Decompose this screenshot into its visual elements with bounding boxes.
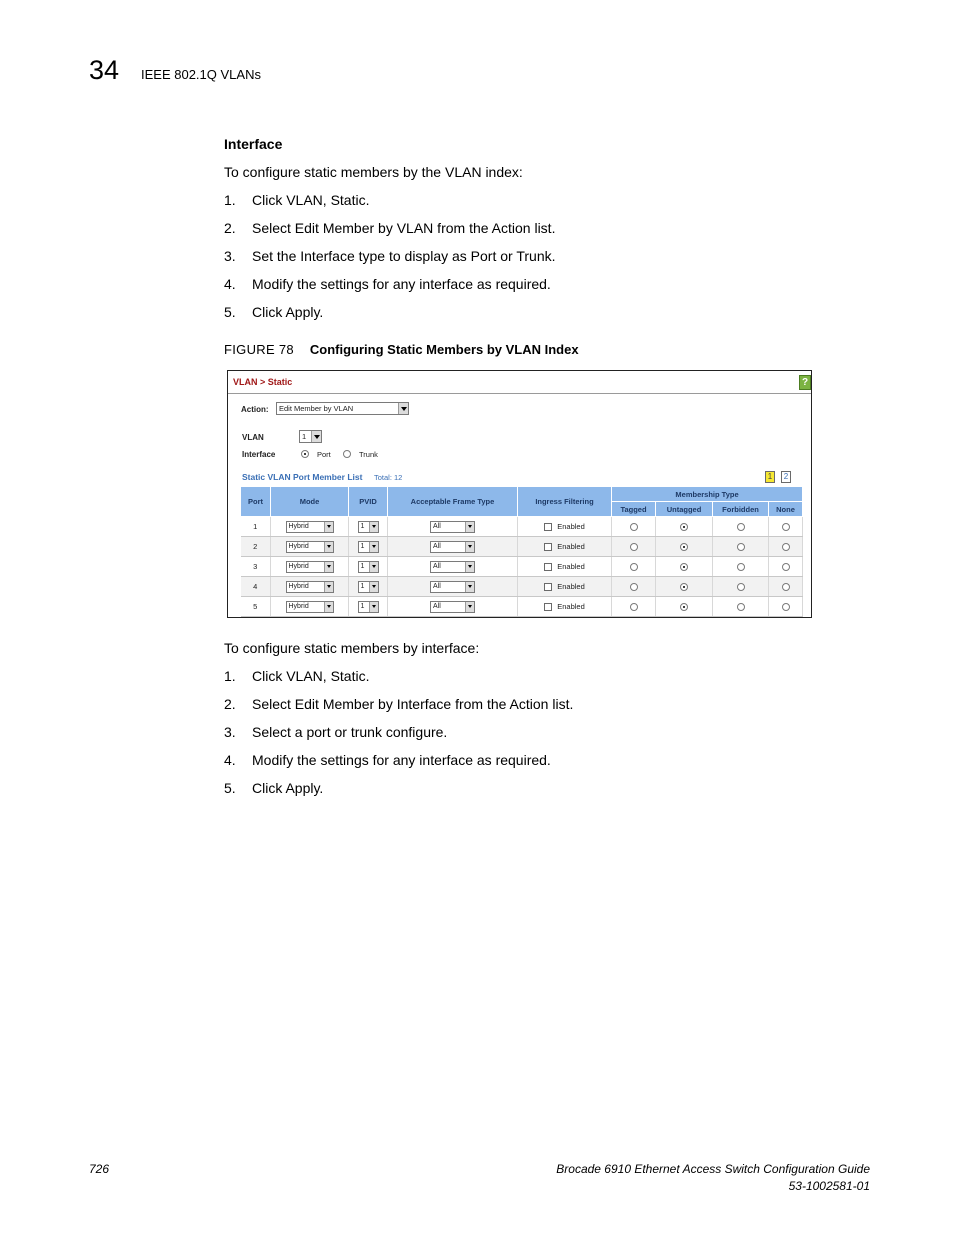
interface-label: Interface [242,450,276,459]
divider [228,393,811,394]
figure-caption [224,342,579,357]
step-number: 4. [224,276,236,292]
col-header-pvid: PVID [349,487,388,517]
pvid-select[interactable] [358,601,379,613]
mode-value: Hybrid [288,562,309,570]
pvid-value: 1 [360,602,365,610]
frame-type-select[interactable] [430,541,475,553]
step-number: 5. [224,780,236,796]
mode-value: Hybrid [288,602,309,610]
pvid-value: 1 [360,522,365,530]
chevron-down-icon [311,431,321,442]
step-text: Set the Interface type to display as Port or Trunk. [252,248,556,264]
action-select-value: Edit Member by VLAN [279,404,354,413]
mode-select[interactable] [286,561,334,573]
interface-port-label: Port [317,450,331,459]
ingress-label: Enabled [557,541,585,551]
vlan-select[interactable] [299,430,322,443]
screenshot-figure [227,370,812,618]
vlan-select-value: 1 [302,432,307,441]
interface-trunk-radio[interactable] [343,450,351,458]
ingress-checkbox[interactable] [544,603,552,611]
step-number: 3. [224,248,236,264]
step-text: Click VLAN, Static. [252,192,370,208]
table-row [241,537,803,557]
step-text: Click VLAN, Static. [252,668,370,684]
none-radio[interactable] [782,543,790,551]
chevron-down-icon [324,542,333,552]
col-header-none: None [769,502,803,517]
step-text: Click Apply. [252,780,324,796]
col-header-tagged: Tagged [612,502,656,517]
chevron-down-icon [398,403,408,414]
chevron-down-icon [324,522,333,532]
mode-value: Hybrid [288,582,309,590]
none-radio[interactable] [782,583,790,591]
tagged-radio[interactable] [630,603,638,611]
forbidden-radio[interactable] [737,523,745,531]
untagged-radio[interactable] [680,543,688,551]
frame-type-select[interactable] [430,601,475,613]
col-header-membership: Membership Type [612,487,803,502]
chevron-down-icon [324,562,333,572]
step-text: Click Apply. [252,304,324,320]
section-heading: Interface [224,136,283,152]
vlan-label: VLAN [242,433,264,442]
port-cell: 5 [241,597,271,617]
col-header-forbidden: Forbidden [713,502,769,517]
forbidden-radio[interactable] [737,543,745,551]
step-number: 5. [224,304,236,320]
frame-type-value: All [433,522,441,530]
chevron-down-icon [369,542,378,552]
frame-type-select[interactable] [430,561,475,573]
pvid-value: 1 [360,542,365,550]
chevron-down-icon [369,522,378,532]
port-cell: 4 [241,577,271,597]
port-cell: 3 [241,557,271,577]
step-number: 2. [224,696,236,712]
mode-value: Hybrid [288,542,309,550]
frame-type-value: All [433,602,441,610]
chevron-down-icon [324,602,333,612]
pvid-value: 1 [360,582,365,590]
page-1-button[interactable]: 1 [765,471,775,483]
figure-label: FIGURE 78 [224,342,294,357]
step-number: 1. [224,668,236,684]
col-header-untagged: Untagged [656,502,713,517]
ingress-checkbox[interactable] [544,523,552,531]
ingress-checkbox[interactable] [544,583,552,591]
step-text: Modify the settings for any interface as required. [252,276,551,292]
step-number: 4. [224,752,236,768]
port-cell: 1 [241,517,271,537]
pvid-select[interactable] [358,521,379,533]
untagged-radio[interactable] [680,603,688,611]
step-text: Select Edit Member by VLAN from the Action list. [252,220,556,236]
tagged-radio[interactable] [630,543,638,551]
chevron-down-icon [465,582,474,592]
none-radio[interactable] [782,563,790,571]
frame-type-value: All [433,542,441,550]
action-label: Action: [241,405,269,414]
mode-select[interactable] [286,541,334,553]
ingress-checkbox[interactable] [544,543,552,551]
mode-value: Hybrid [288,522,309,530]
chapter-number: 34 [89,55,120,85]
mode-select[interactable] [286,601,334,613]
ingress-checkbox[interactable] [544,563,552,571]
chevron-down-icon [324,582,333,592]
col-header-ingress: Ingress Filtering [518,487,612,517]
frame-type-select[interactable] [430,581,475,593]
chevron-down-icon [465,602,474,612]
frame-type-value: All [433,562,441,570]
doc-number: 53-1002581-01 [788,1179,870,1193]
ingress-label: Enabled [557,561,585,571]
interface-port-radio[interactable] [301,450,309,458]
help-icon[interactable]: ? [799,375,811,390]
chevron-down-icon [465,522,474,532]
ingress-label: Enabled [557,581,585,591]
col-header-port: Port [241,487,271,517]
chevron-down-icon [369,562,378,572]
mode-select[interactable] [286,521,334,533]
ingress-label: Enabled [557,521,585,531]
tagged-radio[interactable] [630,583,638,591]
forbidden-radio[interactable] [737,603,745,611]
untagged-radio[interactable] [680,563,688,571]
list-title: Static VLAN Port Member List [242,472,363,482]
frame-type-select[interactable] [430,521,475,533]
none-radio[interactable] [782,523,790,531]
member-table [240,486,803,617]
step-number: 2. [224,220,236,236]
pvid-select[interactable] [358,561,379,573]
figure-title: Configuring Static Members by VLAN Index [309,342,579,357]
mode-select[interactable] [286,581,334,593]
intro-paragraph: To configure static members by the VLAN index: [224,164,523,180]
pvid-select[interactable] [358,541,379,553]
pvid-select[interactable] [358,581,379,593]
port-cell: 2 [241,537,271,557]
frame-type-value: All [433,582,441,590]
breadcrumb: VLAN > Static [233,377,293,387]
table-row [241,517,803,537]
tagged-radio[interactable] [630,523,638,531]
table-row [241,577,803,597]
interface-trunk-label: Trunk [359,450,378,459]
chevron-down-icon [465,542,474,552]
chevron-down-icon [465,562,474,572]
table-row [241,597,803,617]
intro-paragraph: To configure static members by interface: [224,640,480,656]
table-row [241,557,803,577]
chevron-down-icon [369,582,378,592]
ingress-label: Enabled [557,601,585,611]
step-number: 1. [224,192,236,208]
tagged-radio[interactable] [630,563,638,571]
forbidden-radio[interactable] [737,583,745,591]
untagged-radio[interactable] [680,583,688,591]
step-text: Select Edit Member by Interface from the Action list. [252,696,574,712]
chevron-down-icon [369,602,378,612]
untagged-radio[interactable] [680,523,688,531]
col-header-mode: Mode [271,487,349,517]
page-number: 726 [89,1162,110,1176]
forbidden-radio[interactable] [737,563,745,571]
book-title: Brocade 6910 Ethernet Access Switch Configuration Guide [556,1162,870,1176]
chapter-title: IEEE 802.1Q VLANs [141,67,261,82]
step-number: 3. [224,724,236,740]
action-select[interactable] [276,402,409,415]
step-text: Select a port or trunk configure. [252,724,448,740]
col-header-frame-type: Acceptable Frame Type [388,487,518,517]
list-total: Total: 12 [374,473,403,482]
step-text: Modify the settings for any interface as required. [252,752,551,768]
none-radio[interactable] [782,603,790,611]
page-2-button[interactable]: 2 [781,471,791,483]
pvid-value: 1 [360,562,365,570]
